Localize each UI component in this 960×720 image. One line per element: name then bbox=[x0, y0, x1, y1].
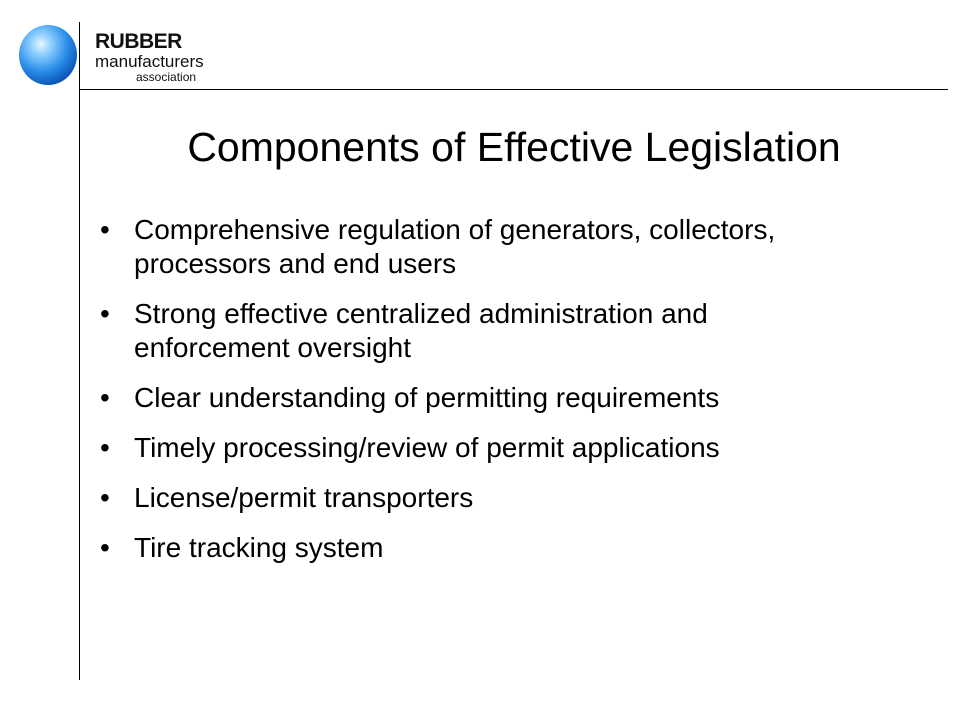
logo-wordmark bbox=[95, 31, 204, 83]
bullet-text: License/permit transporters bbox=[134, 482, 474, 513]
bullet-text: Clear understanding of permitting requirements bbox=[134, 382, 720, 413]
bullet-item bbox=[98, 297, 858, 365]
bullet-text: Tire tracking system bbox=[134, 532, 384, 563]
bullet-text: Strong effective centralized administration and enforcement oversight bbox=[134, 298, 708, 363]
bullet-item bbox=[98, 431, 858, 465]
logo-line-association: association bbox=[136, 70, 197, 84]
bullet-marker: • bbox=[100, 214, 110, 245]
logo-sphere-icon bbox=[18, 24, 78, 86]
bullet-item bbox=[98, 381, 858, 415]
bullet-text: Comprehensive regulation of generators, collectors, processors and end users bbox=[134, 214, 776, 279]
bullet-list bbox=[98, 213, 858, 581]
bullet-marker: • bbox=[100, 298, 110, 329]
slide-title: Components of Effective Legislation bbox=[187, 124, 841, 170]
bullet-item bbox=[98, 531, 858, 565]
bullet-marker: • bbox=[100, 482, 110, 513]
horizontal-divider-line bbox=[79, 89, 948, 90]
bullet-text: Timely processing/review of permit applications bbox=[134, 432, 720, 463]
logo-line-rubber: RUBBER bbox=[95, 30, 182, 53]
logo-line-manufacturers: manufacturers bbox=[95, 52, 204, 71]
bullet-item bbox=[98, 481, 858, 515]
bullet-item bbox=[98, 213, 858, 281]
bullet-marker: • bbox=[100, 382, 110, 413]
bullet-marker: • bbox=[100, 532, 110, 563]
bullet-marker: • bbox=[100, 432, 110, 463]
